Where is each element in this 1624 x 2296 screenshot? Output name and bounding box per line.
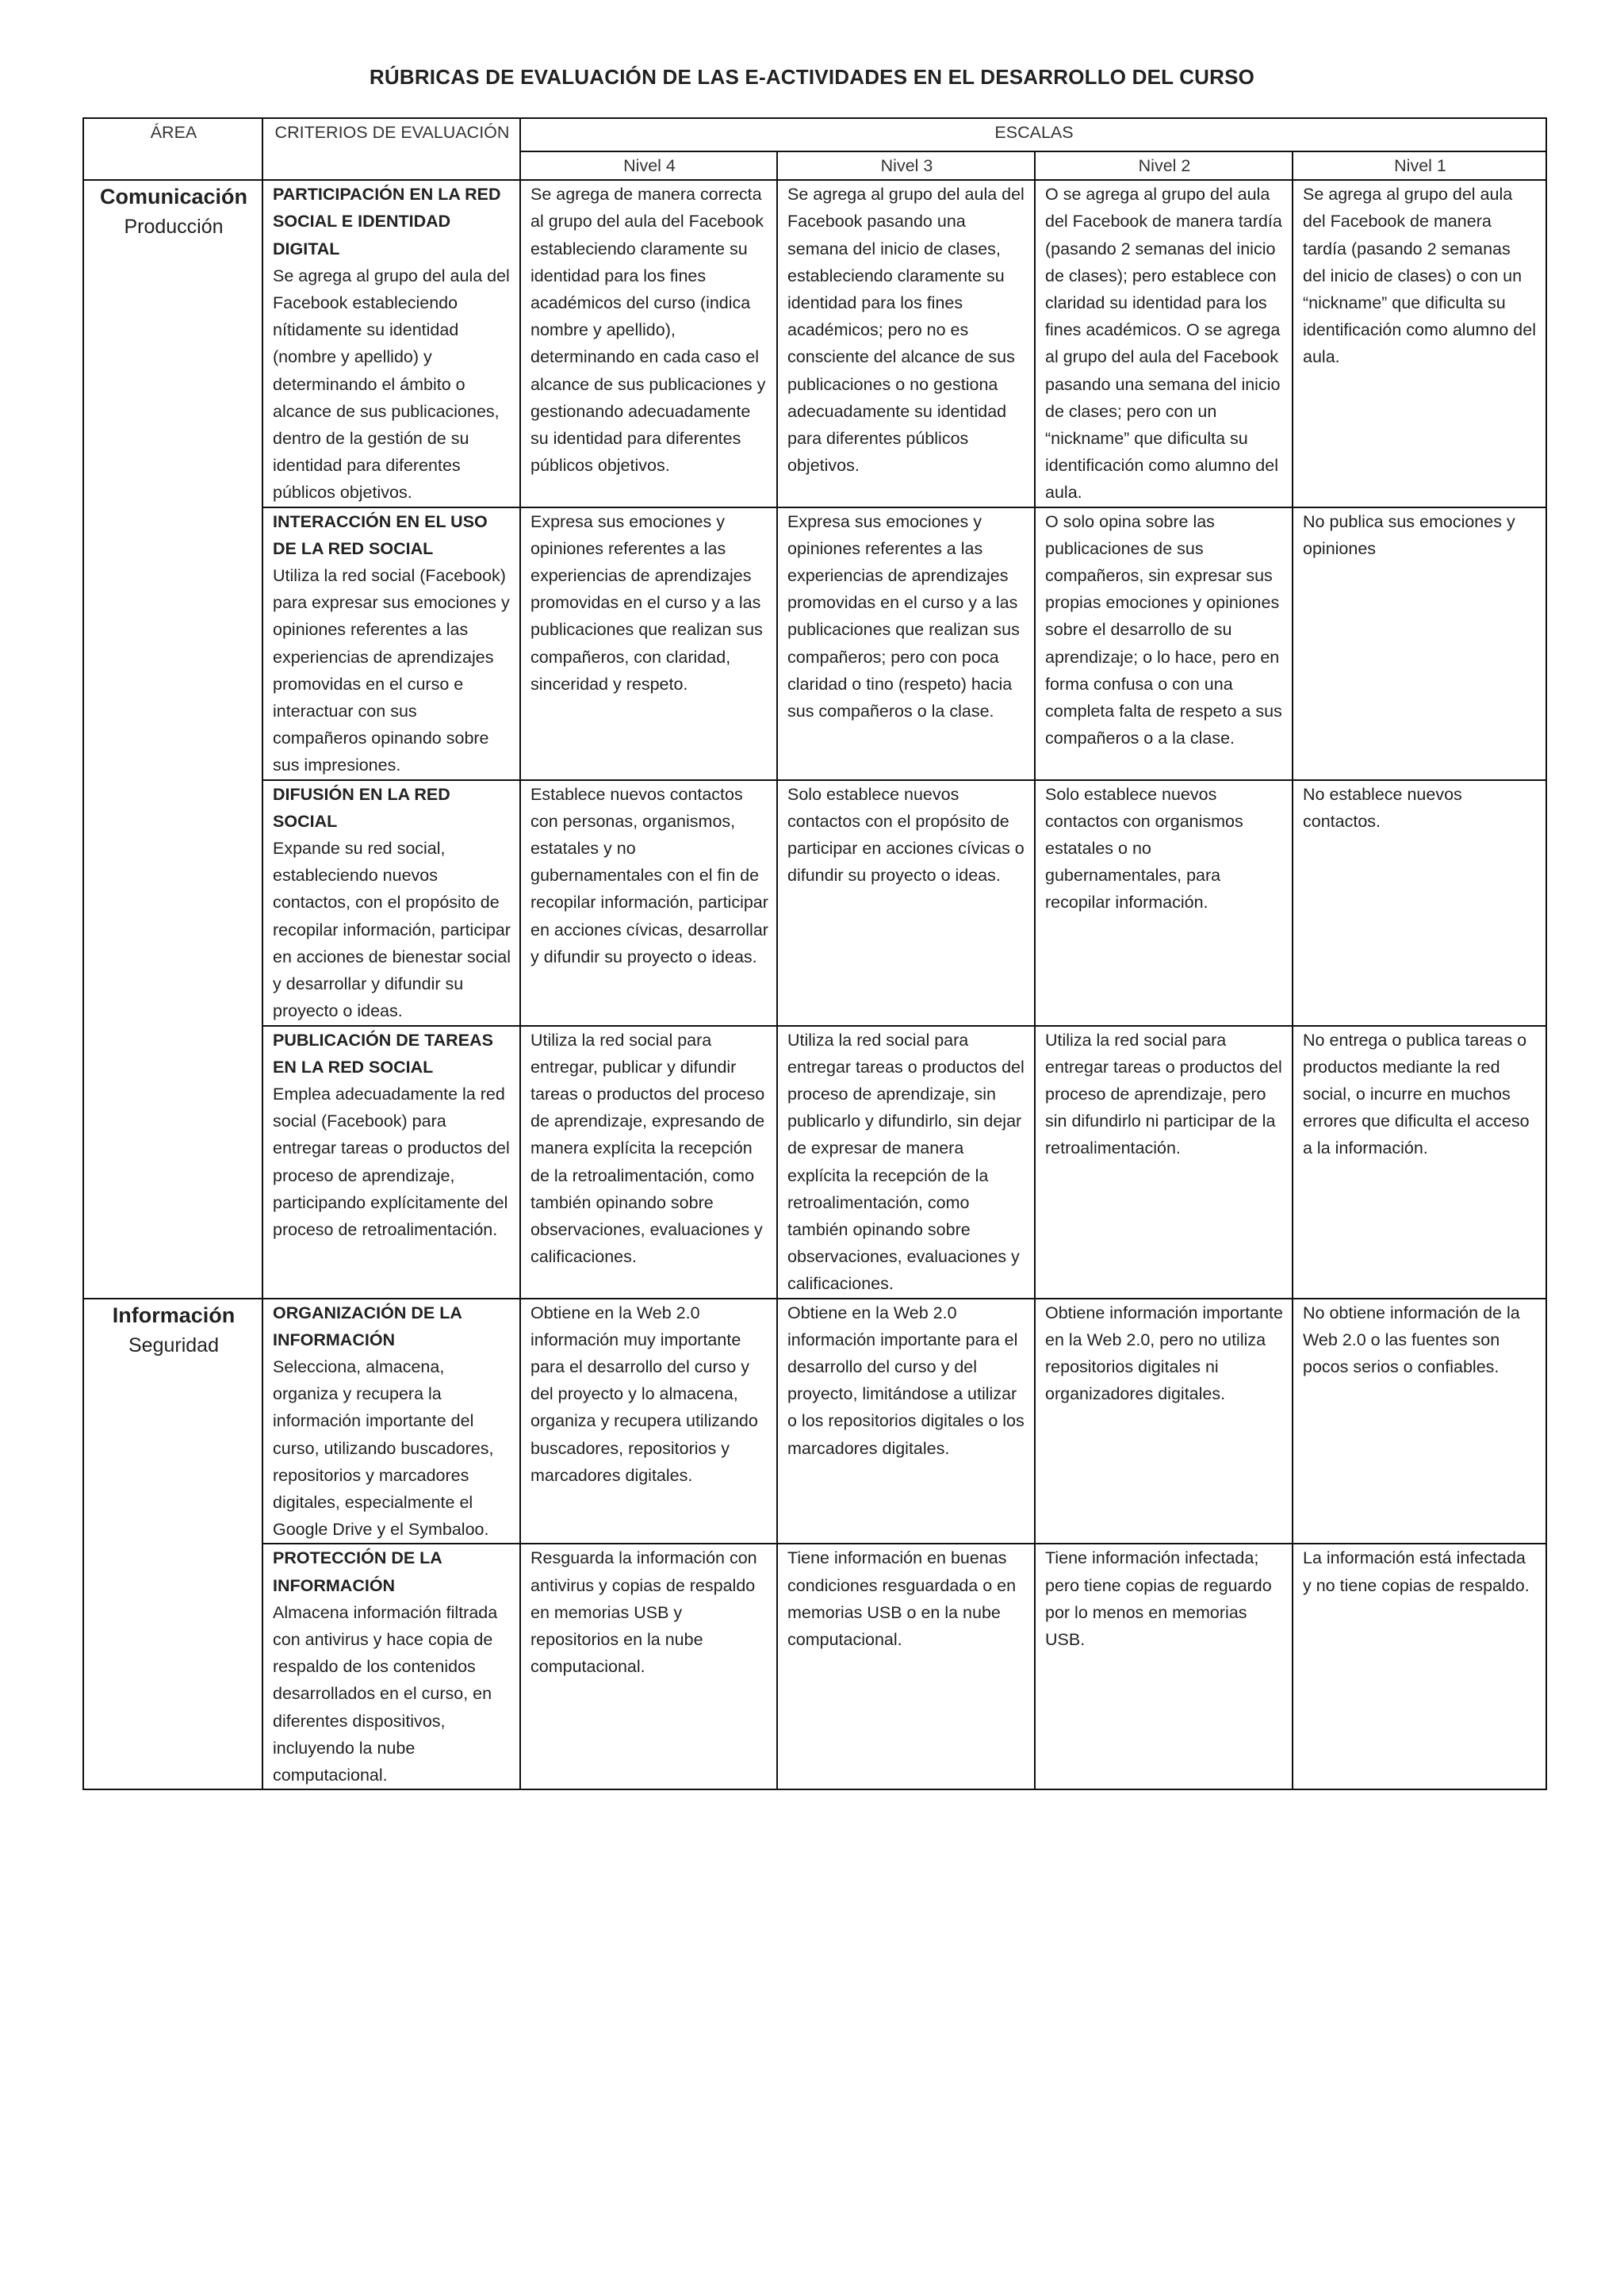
criteria-description: Expande su red social, estableciendo nuevos contactos, con el propósito de recopilar información, participar en acciones de bienestar social y desarrollar y difundir su proyecto o ideas. bbox=[273, 839, 511, 1021]
rubric-row bbox=[83, 1026, 1546, 1299]
criteria-description: Se agrega al grupo del aula del Facebook estableciendo nítidamente su identidad (nombre y apellido) y determinando el ámbito o alcance de sus publicaciones, dentro de la gestión de su identidad para diferentes públicos objetivos. bbox=[273, 266, 510, 503]
criteria-description: Selecciona, almacena, organiza y recupera la información importante del curso, utilizando buscadores, repositorios y marcadores digitales, especialmente el Google Drive y el Symbaloo. bbox=[273, 1357, 494, 1540]
area-name: Información bbox=[112, 1303, 236, 1327]
header-nivel-2: Nivel 2 bbox=[1035, 151, 1293, 180]
level-cell-2: Solo establece nuevos contactos con organismos estatales o no gubernamentales, para recopilar información. bbox=[1035, 780, 1293, 1026]
area-name: Comunicación bbox=[99, 185, 248, 209]
criteria-cell bbox=[262, 1299, 520, 1544]
criteria-title: ORGANIZACIÓN DE LA INFORMACIÓN bbox=[273, 1303, 462, 1349]
level-cell-4: Se agrega de manera correcta al grupo del aula del Facebook estableciendo claramente su identidad para los fines académicos del curso (indica nombre y apellido), determinando en cada caso el alcance de sus publicaciones y gestionando adecuadamente su identidad para diferentes públicos objetivos. bbox=[520, 180, 777, 507]
level-cell-1: No establece nuevos contactos. bbox=[1293, 780, 1546, 1026]
criteria-title: PUBLICACIÓN DE TAREAS EN LA RED SOCIAL bbox=[273, 1030, 493, 1077]
header-area: ÁREA bbox=[83, 118, 262, 180]
rubric-row bbox=[83, 1544, 1546, 1789]
level-cell-1: Se agrega al grupo del aula del Facebook de manera tardía (pasando 2 semanas del inicio de clases) o con un “nickname” que dificulta su identificación como alumno del aula. bbox=[1293, 180, 1546, 507]
rubric-row bbox=[83, 780, 1546, 1026]
criteria-title: PROTECCIÓN DE LA INFORMACIÓN bbox=[273, 1548, 442, 1595]
rubric-table bbox=[82, 117, 1547, 1790]
level-cell-2: Tiene información infectada; pero tiene copias de reguardo por lo menos en memorias USB. bbox=[1035, 1544, 1293, 1789]
area-cell-informacion bbox=[83, 1299, 262, 1790]
area-subtitle: Producción bbox=[124, 216, 224, 239]
level-cell-4: Obtiene en la Web 2.0 información muy importante para el desarrollo del curso y del proyecto y lo almacena, organiza y recupera utilizando buscadores, repositorios y marcadores digitales. bbox=[520, 1299, 777, 1544]
area-subtitle: Seguridad bbox=[128, 1334, 219, 1357]
level-cell-4: Resguarda la información con antivirus y copias de respaldo en memorias USB y repositorios en la nube computacional. bbox=[520, 1544, 777, 1789]
level-cell-3: Expresa sus emociones y opiniones referentes a las experiencias de aprendizajes promovidas en el curso y a las publicaciones que realizan sus compañeros; pero con poca claridad o tino (respeto) hacia sus compañeros o la clase. bbox=[777, 507, 1035, 780]
rubric-row bbox=[83, 180, 1546, 507]
level-cell-1: No publica sus emociones y opiniones bbox=[1293, 507, 1546, 780]
criteria-cell bbox=[262, 780, 520, 1026]
level-cell-2: Obtiene información importante en la Web 2.0, pero no utiliza repositorios digitales ni organizadores digitales. bbox=[1035, 1299, 1293, 1544]
level-cell-1: No entrega o publica tareas o productos mediante la red social, o incurre en muchos errores que dificulta el acceso a la información. bbox=[1293, 1026, 1546, 1299]
criteria-cell bbox=[262, 507, 520, 780]
level-cell-3: Solo establece nuevos contactos con el propósito de participar en acciones cívicas o difundir su proyecto o ideas. bbox=[777, 780, 1035, 1026]
level-cell-2: O solo opina sobre las publicaciones de sus compañeros, sin expresar sus propias emociones y opiniones sobre el desarrollo de su aprendizaje; o lo hace, pero en forma confusa o con una completa falta de respeto a sus compañeros o a la clase. bbox=[1035, 507, 1293, 780]
area-cell-comunicacion bbox=[83, 180, 262, 1298]
level-cell-4: Expresa sus emociones y opiniones referentes a las experiencias de aprendizajes promovidas en el curso y a las publicaciones que realizan sus compañeros, con claridad, sinceridad y respeto. bbox=[520, 507, 777, 780]
level-cell-3: Tiene información en buenas condiciones resguardada o en memorias USB o en la nube computacional. bbox=[777, 1544, 1035, 1789]
criteria-title: DIFUSIÓN EN LA RED SOCIAL bbox=[273, 784, 450, 831]
level-cell-2: Utiliza la red social para entregar tareas o productos del proceso de aprendizaje, pero sin difundirlo ni participar de la retroalimentación. bbox=[1035, 1026, 1293, 1299]
level-cell-2: O se agrega al grupo del aula del Facebook de manera tardía (pasando 2 semanas del inicio de clases); pero establece con claridad su identidad para los fines académicos. O se agrega al grupo del aula del Facebook pasando una semana del inicio de clases; pero con un “nickname” que dificulta su identificación como alumno del aula. bbox=[1035, 180, 1293, 507]
level-cell-4: Utiliza la red social para entregar, publicar y difundir tareas o productos del proceso de aprendizaje, expresando de manera explícita la recepción de la retroalimentación, como también opinando sobre observaciones, evaluaciones y calificaciones. bbox=[520, 1026, 777, 1299]
level-cell-3: Utiliza la red social para entregar tareas o productos del proceso de aprendizaje, sin publicarlo y difundirlo, sin dejar de expresar de manera explícita la recepción de la retroalimentación, como también opinando sobre observaciones, evaluaciones y calificaciones. bbox=[777, 1026, 1035, 1299]
level-cell-3: Se agrega al grupo del aula del Facebook pasando una semana del inicio de clases, estableciendo claramente su identidad para los fines académicos; pero no es consciente del alcance de sus publicaciones o no gestiona adecuadamente su identidad para diferentes públicos objetivos. bbox=[777, 180, 1035, 507]
level-cell-1: La información está infectada y no tiene copias de respaldo. bbox=[1293, 1544, 1546, 1789]
criteria-cell bbox=[262, 1026, 520, 1299]
level-cell-3: Obtiene en la Web 2.0 información importante para el desarrollo del curso y del proyecto, limitándose a utilizar o los repositorios digitales o los marcadores digitales. bbox=[777, 1299, 1035, 1544]
rubric-row bbox=[83, 1299, 1546, 1544]
criteria-title: INTERACCIÓN EN EL USO DE LA RED SOCIAL bbox=[273, 511, 488, 558]
rubric-row bbox=[83, 507, 1546, 780]
level-cell-4: Establece nuevos contactos con personas, organismos, estatales y no gubernamentales con el fin de recopilar información, participar en acciones cívicas, desarrollar y difundir su proyecto o ideas. bbox=[520, 780, 777, 1026]
header-nivel-4: Nivel 4 bbox=[520, 151, 777, 180]
criteria-description: Emplea adecuadamente la red social (Facebook) para entregar tareas o productos del proceso de aprendizaje, participando explícitamente del proceso de retroalimentación. bbox=[273, 1084, 510, 1239]
level-cell-1: No obtiene información de la Web 2.0 o las fuentes son pocos serios o confiables. bbox=[1293, 1299, 1546, 1544]
header-escalas: ESCALAS bbox=[520, 118, 1546, 151]
header-nivel-1: Nivel 1 bbox=[1293, 151, 1546, 180]
header-criterios: CRITERIOS DE EVALUACIÓN bbox=[262, 118, 520, 180]
document-title: RÚBRICAS DE EVALUACIÓN DE LAS E-ACTIVIDADES EN EL DESARROLLO DEL CURSO bbox=[369, 65, 1255, 89]
criteria-cell bbox=[262, 180, 520, 507]
criteria-description: Almacena información filtrada con antivirus y hace copia de respaldo de los contenidos desarrollados en el curso, en diferentes dispositivos, incluyendo la nube computacional. bbox=[273, 1602, 498, 1785]
criteria-title: PARTICIPACIÓN EN LA RED SOCIAL E IDENTIDAD DIGITAL bbox=[273, 185, 501, 258]
header-row-top bbox=[83, 118, 1546, 151]
criteria-cell bbox=[262, 1544, 520, 1789]
criteria-description: Utiliza la red social (Facebook) para expresar sus emociones y opiniones referentes a las experiencias de aprendizajes promovidas en el curso e interactuar con sus compañeros opinando sobre sus impresiones. bbox=[273, 566, 510, 775]
header-nivel-3: Nivel 3 bbox=[777, 151, 1035, 180]
